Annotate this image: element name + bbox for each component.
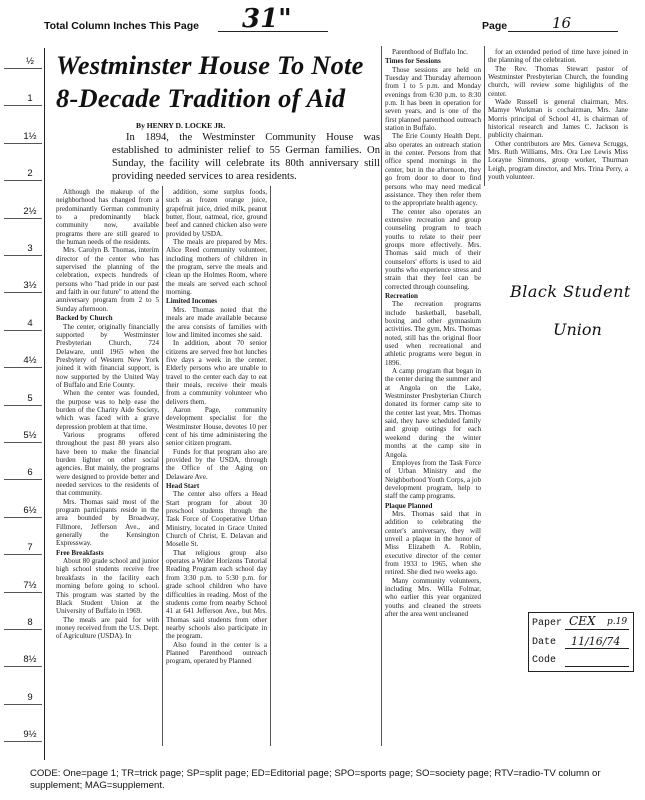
ruler-tick [4,68,42,69]
handwritten-note-line-2: Union [553,320,602,339]
stamp-code-underline [565,666,629,667]
paragraph: Other contributors are Mrs. Geneva Scruggs, Mrs. Ruth Williams, Mrs. Ora Lee Lewis Miss Lorayne Simmons, group worker, Thurman Leigh, program director, and Mrs. Trina Perry, a youth volunteer. [488,139,628,182]
paragraph: A camp program that began in the center during the summer and at Angola on the Lake, Westminster Presbyterian Church donated its former camp site to the center last year, Mrs. Thomas said, they have scheduled family and group outings for each weekend during the winter months at the camp site in Angola. [385,367,481,459]
ruler-tick [4,741,42,742]
paragraph: The center also operates an extensive recreation and group counseling program to teach youths to relate to their peer groups more effectively. Mrs. Thomas said much of their counselors' efforts is used to aid youths who experience stress and strain that they feel can be corrected through counseling. [385,207,481,291]
code-legend: CODE: One=page 1; TR=trick page; SP=split page; ED=Editorial page; SPO=sports page; SO=society page; RTV=radio-TV column or supplement; MAG=supplement. [30,768,601,791]
subhead: Plaque Planned [385,501,433,510]
headline-line-2: 8-Decade Tradition of Aid [56,83,346,113]
paragraph: The Rev. Thomas Stewart pastor of Westminster Presbyterian Church, the founding church, will review some highlights of the center. [488,64,628,98]
paragraph: Wade Russell is general chairman, Mrs. Mamye Workman is cochairman, Mrs. Jane Morris principal of School 41, is chairman of historical research and James C. Jackson is publicity chairman. [488,98,628,140]
byline: By HENRY D. LOCKE JR. [136,121,226,130]
ruler-tick [4,180,42,181]
handwritten-note-line-1: Black Student [510,282,631,301]
paragraph: That religious group also operates a Wider Horizons Tutorial Reading Program each school day from 3:30 p.m. to 5:30 p.m. for grade school children who have difficulties in reading. Most of the students come from nearby School 41 at 641 Jefferson Ave., but Mrs. Thomas said students from other nearby schools also participate in the program. [166,548,267,641]
subhead: Recreation [385,291,418,300]
paragraph: The center, originally financially supported by Westminster Presbyterian Church, 724 Delaware, until 1965 when the Presbytery of Western New York joined it with financial support, is now supported by the United Way of Buffalo and Erie County. [56,322,159,389]
ruler-label: 1½ [23,131,37,142]
column-rule-2 [270,186,271,746]
ruler-label: 9½ [23,729,37,740]
ruler-tick [4,405,42,406]
paragraph: The center also offers a Head Start program for about 30 preschool students through the Task Force of Cooperative Urban Ministry, located in Grace United Church of Christ, E. Delavan and Moselle St. [166,490,267,549]
article-column-1 [56,188,159,746]
ruler-tick [4,218,42,219]
ruler-tick [4,330,42,331]
article-column-2 [166,188,267,746]
paragraph: Mrs. Thomas said that in addition to celebrating the center's anniversary, they will unveil a plaque in the honor of Miss Elizabeth A. Roblin, executive director of the center from 1933 to 1965, when she retired. She died two weeks ago. [385,509,481,577]
headline-line-1: Westminster House To Note [56,50,364,80]
stamp-code-label: Code [532,655,557,666]
paragraph: The recreation programs include basketball, baseball, boxing and other gymnasium activities. The gym, Mrs. Thomas noted, still has the original floor used when recreational and athletic programs were begun in 1896. [385,300,481,367]
total-inches-label: Total Column Inches This Page [44,20,199,32]
ruler-line [44,48,45,760]
ruler-label: 3 [27,243,33,254]
paragraph: Although the makeup of the neighborhood has changed from a predominantly German community to a predominantly black community now, available programs there are still geared to the human needs of the residents. [56,188,159,247]
ruler-tick [4,367,42,368]
paragraph: Also found in the center is a Planned Parenthood outreach program, operated by Planned [166,640,267,666]
ruler-label: 6½ [23,505,37,516]
ruler-label: 8½ [23,654,37,665]
ruler-label: 9 [27,692,33,703]
ruler-tick [4,592,42,593]
stamp-date-label: Date [532,637,557,648]
ruler-label: 8 [27,617,33,628]
paragraph: Employes from the Task Force of Urban Ministry and the Neighborhood Youth Corps, a job development program, help to staff the camp programs. [385,458,481,501]
ruler-label: 7 [27,542,33,553]
ruler-label: 7½ [23,580,37,591]
paragraph: The Erie County Health Dept. also operates an outreach station in the center. Persons from that office spend mornings in the center, but in the afternoon, they go from door to door to find persons who may need medical assistance. They then refer them to the appropriate health agency. [385,132,481,208]
ruler-label: 6 [27,467,33,478]
column-rule-4 [484,46,485,186]
subhead: Backed by Church [56,314,113,323]
ruler-label: 5 [27,393,33,404]
stamp-paper-page: p.19 [607,617,628,627]
ruler-label: 4½ [23,355,37,366]
paragraph: In addition, about 70 senior citizens are served free hot lunches five days a week in the center. Elderly persons who are unable to travel to the center each day to eat their meals, receive their meals from a community volunteer who delivers them. [166,339,267,406]
ruler-tick [4,666,42,667]
paragraph: Parenthood of Buffalo Inc. [392,48,468,56]
stamp-paper-value: CEX [569,614,596,628]
page-label: Page [482,20,508,32]
paragraph: When the center was founded, the purpose was to help ease the burden of the Charity Aide Society, which was faced with a grave depression problem at that time. [56,389,159,431]
ruler-tick [4,143,42,144]
ruler-tick [4,255,42,256]
paragraph: Mrs. Thomas said most of the program participants reside in the area bounded by Broadway, Fillmore, Jefferson Ave., and generally the Kensington Expressway. [56,497,159,548]
ruler-label: 3½ [23,280,37,291]
stamp-paper-label: Paper [532,618,563,629]
subhead: Head Start [166,482,200,491]
ruler-tick [4,292,42,293]
paragraph: Aaron Page, community development specialist for the Westminster House, devotes 10 per cent of his time administering the senior citizen program. [166,405,267,448]
page-value: 16 [552,14,572,32]
paragraph: Those sessions are held on Tuesday and Thursday afternoon from 1 to 5 p.m. and Monday evenings from 6:30 p.m. to 8:30 p.m. It has been in operation for seven years, and is one of the first planned parenthood outreach station in Buffalo. [385,65,481,133]
ruler-label: 4 [27,318,33,329]
stamp-date-underline [565,648,629,649]
ruler-tick [4,442,42,443]
paragraph: Various programs offered throughout the past 80 years also have been to make the financial burden lighter on other social agencies. But mainly, the programs were designed to provide better and needed services to the residents of that community. [56,430,159,498]
paragraph: Funds for that program also are provided by the USDA, through the Office of the Aging on Delaware Ave. [166,447,267,481]
ruler-label: 2 [27,168,33,179]
ruler-tick [4,554,42,555]
paragraph: The meals are prepared by Mrs. Alice Reed community volunteer, including mothers of children in the program, serve the meals and clean up the Holmes Room, where the meals are served each school morning. [166,238,267,297]
ruler-label: 1 [27,93,33,104]
paragraph: addition, some surplus foods, such as frozen orange juice, grapefruit juice, dried milk, peanut butter, flour, oatmeal, rice, ground beef and canned chicken also were provided by USDA. [166,188,267,238]
paragraph: Mrs. Carolyn B. Thomas, interim director of the center who has supervised the planning of the celebration, expects hundreds of persons who "had pride in our past and faith in our future" to attend the anniversary program from 2 to 5 Sunday afternoon. [56,246,159,313]
total-inches-value: 31" [242,4,292,34]
stamp-date-value: 11/16/74 [571,635,621,648]
ruler-tick [4,704,42,705]
column-rule-3 [381,46,382,746]
paragraph: The meals are paid for with money received from the U.S. Dept. of Agriculture (USDA). In [56,615,159,641]
lead-paragraph: In 1894, the Westminster Community House was established to administer relief to 55 German families. On Sunday, the facility will celebrate its 80th anniversary still providing needed services to area residents. [112,132,380,182]
paragraph: About 80 grade school and junior high school students receive free breakfasts in the facility each morning before going to school. This program was started by the Black Student Union at the University of Buffalo in 1969. [56,557,159,616]
ruler-tick [4,479,42,480]
ruler-label: 2½ [23,206,37,217]
article-column-3 [385,48,481,746]
column-rule-1 [162,186,163,746]
subhead: Free Breakfasts [56,548,104,557]
ruler-tick [4,517,42,518]
ruler-label: 5½ [23,430,37,441]
ruler-label: ½ [26,56,34,67]
source-stamp [528,612,634,672]
ruler-tick [4,629,42,630]
subhead: Times for Sessions [385,57,441,66]
paragraph: Many community volunteers, including Mrs. Willa Folmar, who earlier this year organized youths and cleaned the streets after the area went uncleaned [385,576,481,619]
ruler-tick [4,105,42,106]
paragraph: for an extended period of time have joined in the planning of the celebration. [488,48,628,65]
article-column-4 [488,48,628,184]
stamp-paper-underline [565,629,629,630]
subhead: Limited Incomes [166,297,218,306]
paragraph: Mrs. Thomas noted that the meals are made available because the area consists of families with low and limited incomes she said. [166,305,267,339]
